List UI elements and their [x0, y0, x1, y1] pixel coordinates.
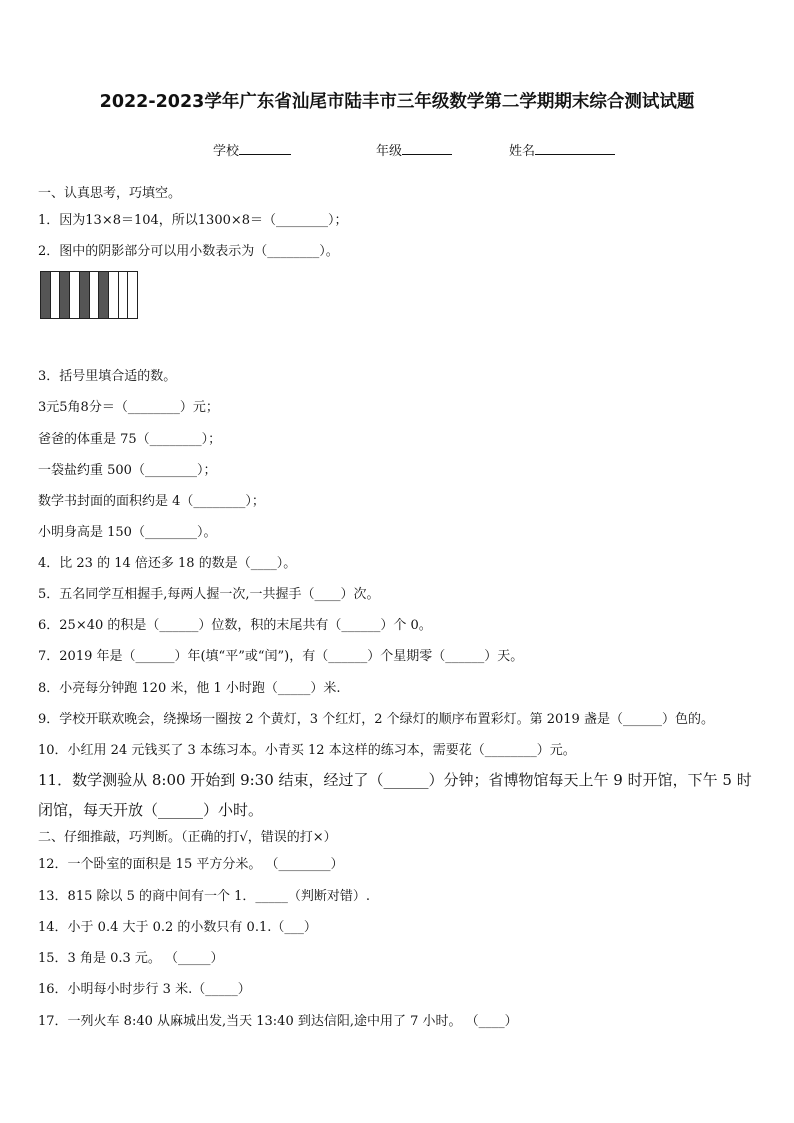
- question-16: 16．小明每小时步行 3 米.（_____）: [38, 982, 251, 997]
- shaded-cell: [99, 272, 109, 318]
- grade-blank[interactable]: [402, 142, 452, 155]
- name-blank[interactable]: [535, 142, 615, 155]
- question-9: 9．学校开联欢晚会，绕操场一圈按 2 个黄灯，3 个红灯，2 个绿灯的顺序布置彩灯。第 2019 盏是（______）色的。: [38, 712, 714, 727]
- question-13: 13．815 除以 5 的商中间有一个 1．_____（判断对错）.: [38, 889, 371, 904]
- blank-cell: [51, 272, 61, 318]
- question-2: 2．图中的阴影部分可以用小数表示为（________）。: [38, 244, 339, 259]
- question-5: 5．五名同学互相握手,每两人握一次,一共握手（____）次。: [38, 587, 380, 602]
- question-8: 8．小亮每分钟跑 120 米，他 1 小时跑（_____）米.: [38, 681, 341, 696]
- question-1: 1．因为13×8＝104，所以1300×8＝（________）；: [38, 213, 348, 228]
- question-3a: 3元5角8分＝（________）元；: [38, 400, 219, 415]
- section-heading-fill-in: 一、认真思考，巧填空。: [38, 186, 182, 201]
- school-label: 学校: [213, 144, 240, 159]
- question-3: 3．括号里填合适的数。: [38, 369, 177, 384]
- school-field: [213, 140, 291, 159]
- question-3d: 数学书封面的面积约是 4（________）；: [38, 494, 265, 509]
- question-11-line-1: 11．数学测验从 8:00 开始到 9:30 结束，经过了（______）分钟；省博物馆每天上午 9 时开馆，下午 5 时: [38, 771, 752, 789]
- question-6: 6．25×40 的积是（______）位数，积的末尾共有（______）个 0。: [38, 618, 432, 633]
- blank-cell: [128, 272, 137, 318]
- blank-cell: [109, 272, 119, 318]
- shaded-cell: [60, 272, 70, 318]
- school-blank[interactable]: [239, 142, 291, 155]
- question-17: 17．一列火车 8:40 从麻城出发,当天 13:40 到达信阳,途中用了 7 小时。 （____）: [38, 1014, 518, 1029]
- shaded-cell: [41, 272, 51, 318]
- question-14: 14．小于 0.4 大于 0.2 的小数只有 0.1.（___）: [38, 920, 317, 935]
- blank-cell: [70, 272, 80, 318]
- question-3c: 一袋盐约重 500（________）；: [38, 463, 217, 478]
- question-11-line-2: 闭馆，每天开放（______）小时。: [38, 801, 264, 819]
- shaded-cell: [80, 272, 90, 318]
- name-label: 姓名: [509, 144, 536, 159]
- question-4: 4．比 23 的 14 倍还多 18 的数是（____）。: [38, 556, 297, 571]
- blank-cell: [119, 272, 129, 318]
- page-title: 2022-2023学年广东省汕尾市陆丰市三年级数学第二学期期末综合测试试题: [99, 92, 695, 112]
- question-15: 15．3 角是 0.3 元。 （_____）: [38, 951, 224, 966]
- question-7: 7．2019 年是（______）年(填“平”或“闰”)，有（______）个星期零（______）天。: [38, 649, 524, 664]
- question-3b: 爸爸的体重是 75（________）；: [38, 432, 222, 447]
- name-field: [509, 140, 615, 159]
- shaded-decimal-figure: [40, 271, 138, 319]
- grade-label: 年级: [376, 144, 403, 159]
- question-3e: 小明身高是 150（________）。: [38, 525, 217, 540]
- section-heading-judge: 二、仔细推敲，巧判断。（正确的打√，错误的打×）: [38, 830, 337, 845]
- grade-field: [376, 140, 452, 159]
- blank-cell: [90, 272, 100, 318]
- question-12: 12．一个卧室的面积是 15 平方分米。 （________）: [38, 857, 344, 872]
- question-10: 10．小红用 24 元钱买了 3 本练习本。小青买 12 本这样的练习本，需要花（________）元。: [38, 743, 576, 758]
